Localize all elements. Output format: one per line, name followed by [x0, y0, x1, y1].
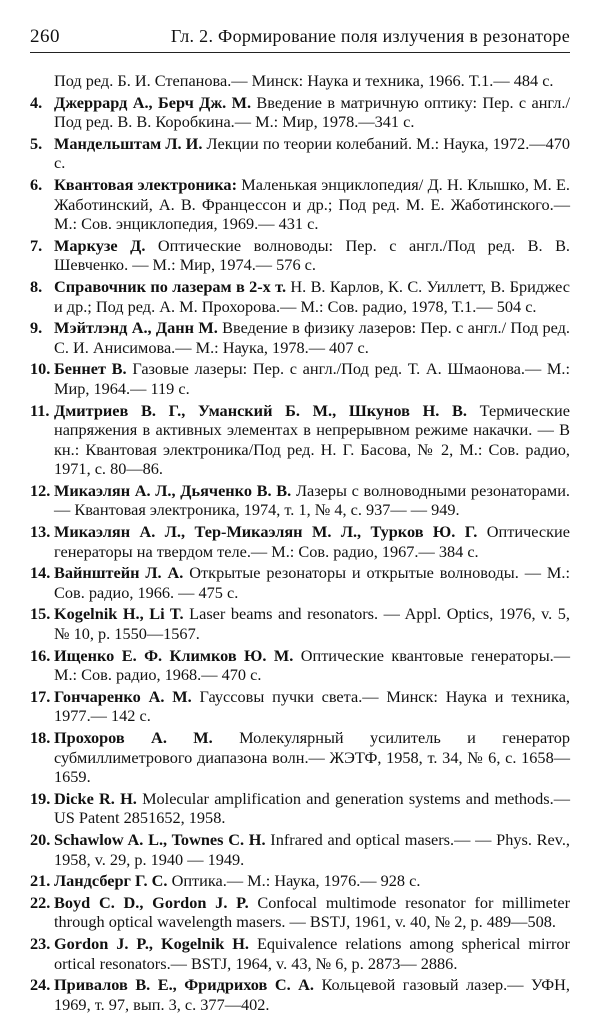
reference-text: Маленькая энциклопедия/ Д. Н. Клышко, М. Е. Жаботинский, А. В. Францессон и др.; Под ред. М. Е. Жаботинского.— М.: Сов. энциклопедия, 1969.— 431 с. — [54, 174, 570, 234]
reference-authors: Беннет В. — [54, 359, 127, 379]
reference-authors: Kogelnik H., Li T. — [54, 604, 184, 624]
reference-body — [54, 481, 570, 520]
reference-number: 20. — [30, 829, 51, 849]
reference-text: Н. В. Карлов, К. С. Уиллетт, В. Бриджес и др.; Под ред. А. М. Прохорова.— М.: Сов. радио, 1978, Т.1.— 504 с. — [54, 276, 570, 316]
reference-text: Equivalence relations among spherical mirror ortical resonators.— BSTJ, 1964, v. 43, № 6, p. 2873— 2886. — [54, 933, 570, 973]
reference-text: Введение в физику лазеров: Пер. с англ./ Под ред. С. И. Анисимова.— М.: Наука, 1978.— 407 с. — [54, 318, 570, 357]
running-title: Гл. 2. Формирование поля излучения в резонаторе — [170, 26, 570, 46]
reference-number: 18. — [30, 728, 51, 747]
reference-item — [30, 893, 570, 932]
reference-text: Infrared and optical masers.— — Phys. Rev., 1958, v. 29, p. 1940 — 1949. — [54, 829, 570, 869]
reference-authors: Ищенко Е. Ф. Климков Ю. М. — [54, 645, 294, 665]
reference-authors: Гончаренко А. М. — [54, 686, 192, 706]
reference-number: 11. — [30, 400, 50, 420]
reference-body — [54, 277, 570, 316]
reference-item — [30, 871, 570, 891]
reference-body — [54, 359, 570, 398]
reference-body — [54, 134, 570, 173]
reference-number: 6. — [30, 174, 43, 194]
reference-body — [54, 93, 570, 132]
reference-authors: Вайнштейн Л. А. — [54, 563, 184, 583]
reference-number: 10. — [30, 359, 51, 379]
reference-authors: Dicke R. H. — [54, 788, 137, 808]
reference-text: Лекции по теории колебаний. М.: Наука, 1972.—470 с. — [54, 133, 570, 173]
reference-item — [30, 401, 570, 479]
reference-items — [30, 93, 570, 1014]
reference-item — [30, 134, 570, 173]
reference-text: Confocal multimode resonator for millimeter through optical wavelength masers. — BSTJ, 1961, v. 40, № 2, p. 489—508. — [54, 892, 570, 932]
reference-item — [30, 830, 570, 869]
reference-item — [30, 728, 570, 787]
reference-number: 5. — [30, 133, 43, 153]
reference-number: 19. — [30, 788, 51, 808]
reference-item — [30, 687, 570, 726]
reference-body — [54, 318, 570, 357]
reference-number: 17. — [30, 686, 51, 706]
reference-body — [54, 687, 570, 726]
reference-number: 13. — [30, 522, 51, 542]
reference-item — [30, 359, 570, 398]
reference-item — [30, 93, 570, 132]
reference-authors: Boyd C. D., Gordon J. P. — [54, 892, 249, 912]
reference-text: Открытые резонаторы и открытые волноводы. — М.: Сов. радио, 1966. — 475 с. — [54, 563, 570, 602]
reference-number: 8. — [30, 276, 43, 296]
reference-item — [30, 318, 570, 357]
reference-list — [30, 71, 570, 1014]
reference-text: Лазеры с волноводными резонаторами.— Квантовая электроника, 1974, т. 1, № 4, с. 937— — 949. — [54, 480, 570, 520]
reference-authors: Прохоров А. М. — [54, 728, 213, 747]
reference-text: Термические напряжения в активных элементах в непрерывном режиме накачки. — В кн.: Квантовая электроника/Под ред. Н. Г. Басова, № 2, М.: Сов. радио, 1971, с. 80—86. — [54, 400, 570, 479]
reference-text: Введение в матричную оптику: Пер. с англ./Под ред. В. В. Коробкина.— М.: Мир, 1978.—341 с. — [54, 92, 570, 132]
page-number: 260 — [30, 26, 60, 47]
reference-item — [30, 646, 570, 685]
reference-authors: Schawlow A. L., Townes C. H. — [54, 829, 266, 849]
reference-text: Оптические генераторы на твердом теле.— М.: Сов. радио, 1967.— 384 с. — [54, 522, 570, 561]
reference-text: Оптические квантовые генераторы.— М.: Сов. радио, 1968.— 470 с. — [54, 645, 570, 685]
reference-body — [54, 789, 570, 828]
reference-body — [54, 646, 570, 685]
reference-authors: Справочник по лазерам в 2-х т. — [54, 276, 287, 296]
reference-number: 9. — [30, 318, 43, 338]
reference-authors: Мэйтлэнд А., Данн М. — [54, 318, 218, 338]
reference-text: Гауссовы пучки света.— Минск: Наука и техника, 1977.— 142 с. — [54, 686, 570, 726]
reference-number: 14. — [30, 563, 51, 583]
reference-continuation: Под ред. Б. И. Степанова.— Минск: Наука и техника, 1966. Т.1.— 484 с. — [54, 71, 554, 90]
reference-body — [54, 522, 570, 561]
reference-item — [30, 563, 570, 602]
reference-number: 16. — [30, 645, 51, 665]
reference-item — [30, 236, 570, 275]
page-header — [30, 18, 570, 53]
reference-body — [54, 975, 570, 1014]
reference-number: 4. — [30, 92, 43, 112]
reference-number: 24. — [30, 975, 51, 995]
reference-authors: Микаэлян А. Л., Дьяченко В. В. — [54, 480, 292, 500]
reference-item — [30, 604, 570, 643]
reference-text: Газовые лазеры: Пер. с англ./Под ред. Т. А. Шмаонова.— М.: Мир, 1964.— 119 с. — [54, 359, 571, 398]
reference-number: 15. — [30, 604, 51, 624]
reference-item — [30, 522, 570, 561]
reference-authors: Ландсберг Г. С. — [54, 871, 168, 891]
reference-body — [54, 175, 570, 234]
reference-number: 12. — [30, 480, 51, 500]
reference-item — [30, 789, 570, 828]
reference-body — [54, 871, 570, 891]
reference-text: Molecular amplification and generation systems and methods.— US Patent 2851652, 1958. — [54, 788, 570, 828]
reference-text: Laser beams and resonators. — Appl. Optics, 1976, v. 5, № 10, p. 1550—1567. — [54, 604, 570, 644]
reference-item — [30, 934, 570, 973]
reference-authors: Джеррард А., Берч Дж. М. — [54, 92, 252, 112]
reference-number: 23. — [30, 933, 51, 953]
reference-item — [30, 175, 570, 234]
reference-authors: Микаэлян А. Л., Тер-Микаэлян М. Л., Турков Ю. Г. — [54, 522, 478, 542]
reference-item — [30, 277, 570, 316]
reference-authors: Маркузе Д. — [54, 235, 146, 255]
reference-body — [54, 830, 570, 869]
reference-body — [54, 401, 570, 479]
reference-number: 21. — [30, 871, 51, 891]
reference-number: 7. — [30, 235, 43, 255]
reference-text: Кольцевой газовый лазер.— УФН, 1969, т. 97, вып. 3, с. 377—402. — [54, 975, 570, 1014]
reference-body — [54, 563, 570, 602]
reference-text: Молекулярный усилитель и генератор субмиллиметрового диапазона волн.— ЖЭТФ, 1958, т. 34, № 6, с. 1658— 1659. — [54, 728, 570, 787]
reference-item — [30, 975, 570, 1014]
reference-item — [30, 481, 570, 520]
reference-body — [54, 893, 570, 932]
reference-body — [54, 934, 570, 973]
reference-authors: Квантовая электроника: — [54, 174, 237, 194]
reference-text: Оптические волноводы: Пер. с англ./Под ред. В. В. Шевченко. — М.: Мир, 1974.— 576 с. — [54, 235, 571, 275]
reference-text: Оптика.— М.: Наука, 1976.— 928 с. — [171, 871, 421, 891]
reference-body — [54, 728, 570, 787]
reference-authors: Привалов В. Е., Фридрихов С. А. — [54, 975, 314, 995]
reference-body — [54, 604, 570, 643]
reference-body — [54, 236, 570, 275]
reference-number: 22. — [30, 892, 51, 912]
reference-authors: Дмитриев В. Г., Уманский Б. М., Шкунов Н. В. — [54, 400, 467, 420]
reference-authors: Gordon J. P., Kogelnik H. — [54, 933, 249, 953]
reference-authors: Мандельштам Л. И. — [54, 133, 203, 153]
